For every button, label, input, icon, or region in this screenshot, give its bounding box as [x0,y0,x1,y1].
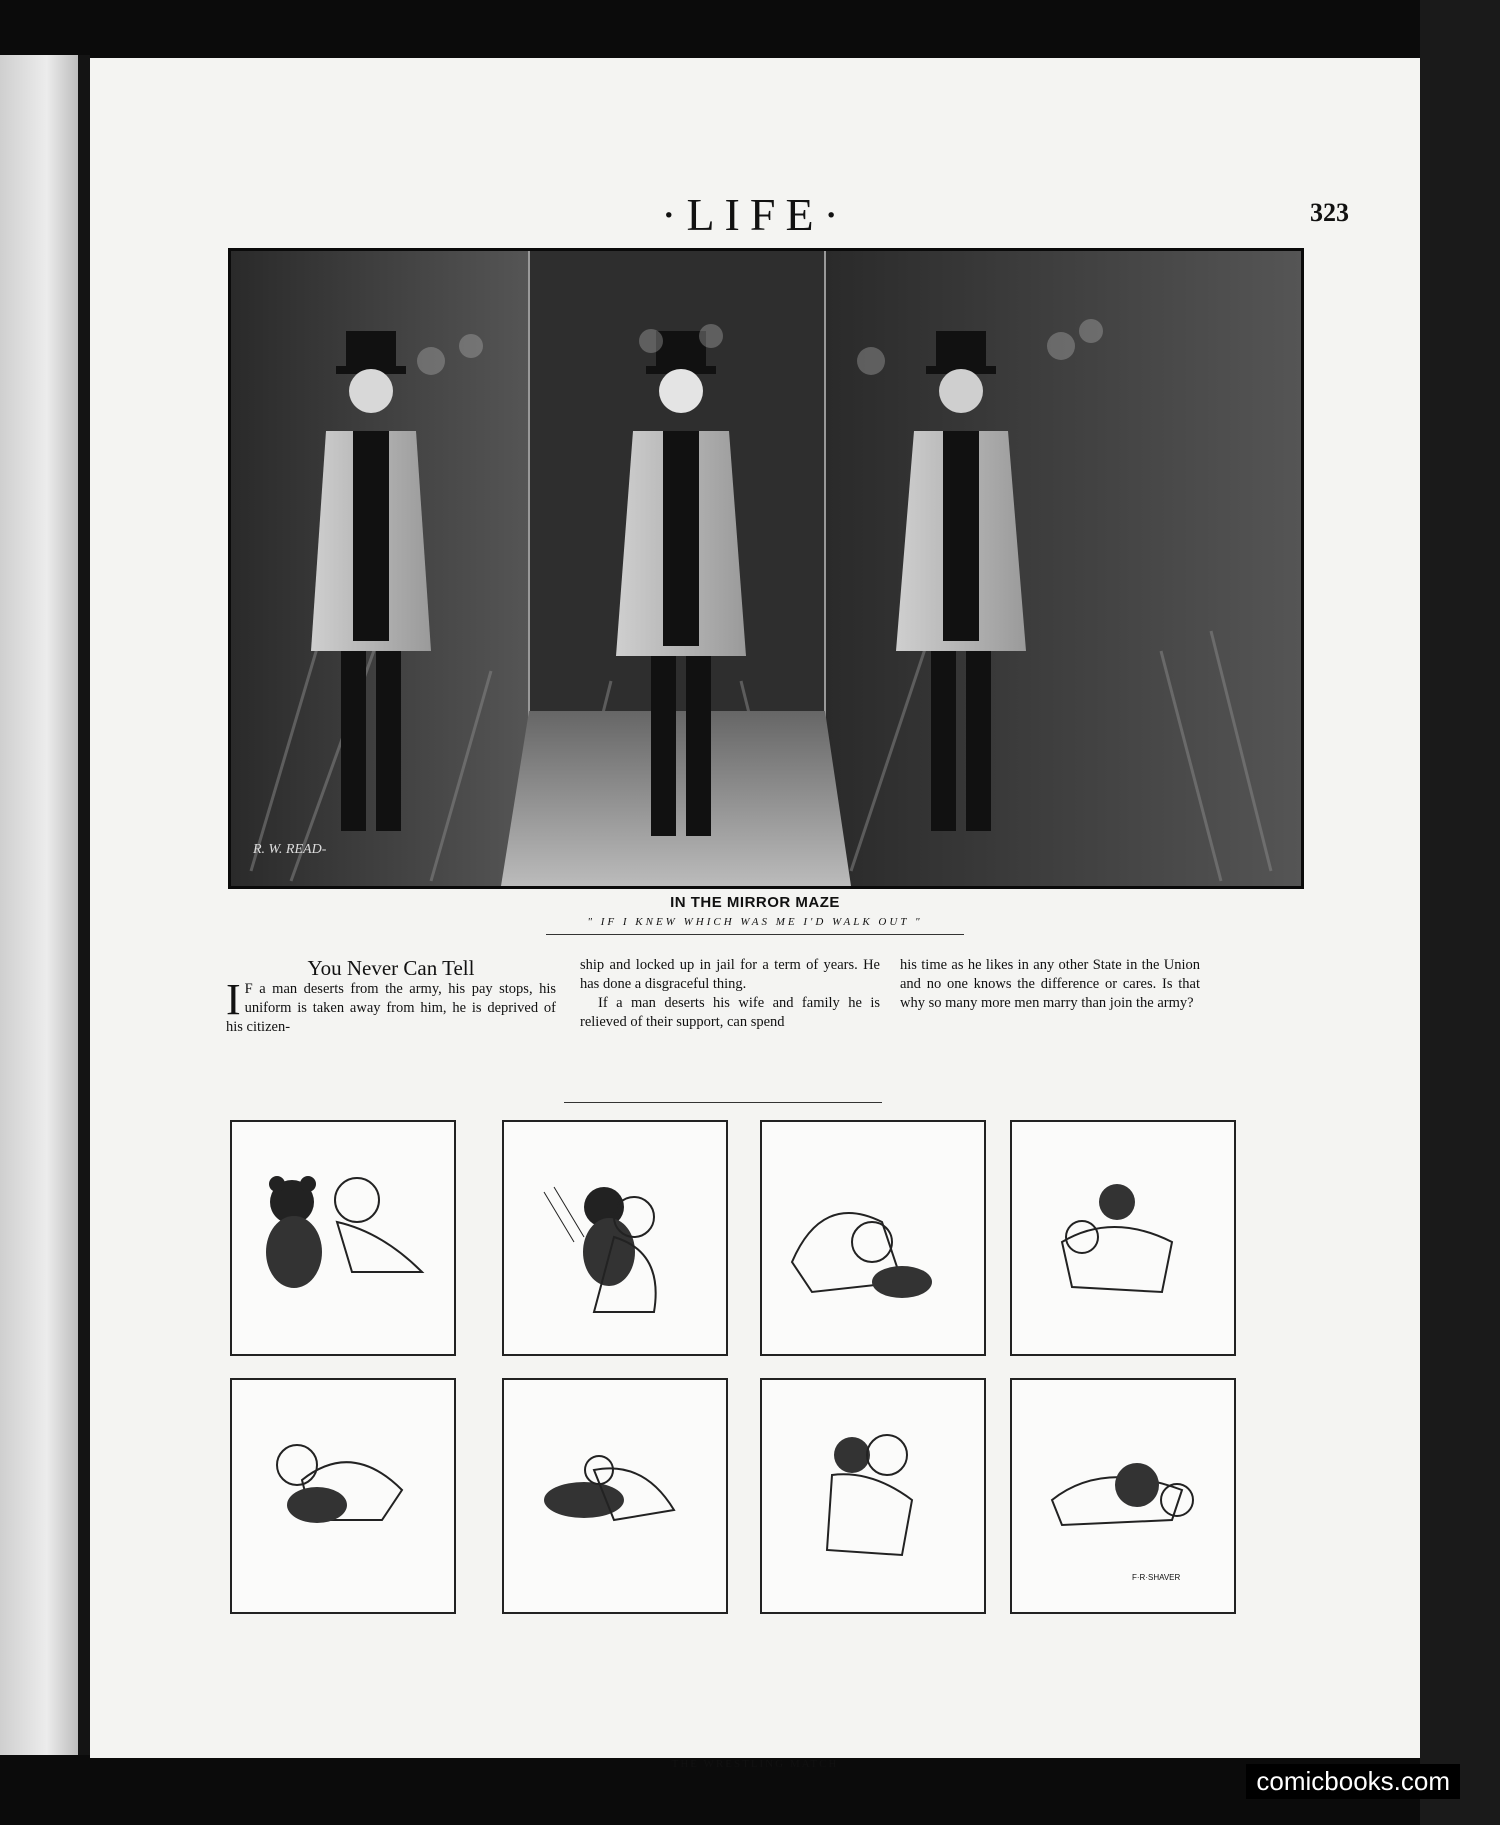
masthead: ·LIFE· [661,189,849,240]
illustration-subtitle: " IF I KNEW WHICH WAS ME I'D WALK OUT " [587,916,923,928]
article-col3-text: his time as he likes in any other State in the Union and no one knows the difference or cares. Is that why so many more men marry than join the army? [900,957,1200,1011]
bear-and-baby-drawing [504,1122,726,1354]
column-rule [564,1102,882,1103]
comic-signature: F·R·SHAVER [1132,1573,1181,1582]
left-page-edge [0,55,78,1755]
comic-panel-8 [1010,1378,1236,1614]
bear-and-baby-drawing [504,1380,726,1612]
artist-signature: R. W. READ- [253,842,327,857]
bear-and-baby-drawing [1012,1380,1234,1612]
article-column-1 [226,956,556,1037]
bear-and-baby-drawing [1012,1122,1234,1354]
article-col2-para2: If a man deserts his wife and family he is relieved of their support, can spend [580,995,880,1030]
site-watermark: comicbooks.com [1246,1764,1460,1799]
bear-and-baby-drawing [232,1380,454,1612]
mirror-maze-drawing [231,251,1301,886]
mirror-maze-illustration [228,248,1304,889]
comic-panel-2 [502,1120,728,1356]
article-col1-text: F a man deserts from the army, his pay stops, his uniform is taken away from him, he is deprived of his citizen- [226,981,556,1035]
page-gutter [78,55,90,1755]
caption-rule [546,934,964,935]
comic-panel-7 [760,1378,986,1614]
comic-panel-6 [502,1378,728,1614]
comic-caption: THE WRESTLING MATCH [671,1758,839,1770]
article-column-2 [580,956,880,1032]
bear-and-baby-drawing [762,1122,984,1354]
comic-panel-5 [230,1378,456,1614]
magazine-page [90,58,1420,1770]
comic-panel-1 [230,1120,456,1356]
illustration-title: IN THE MIRROR MAZE [670,894,840,911]
page-number: 323 [1310,198,1349,227]
scan-background [1420,0,1500,1825]
drop-cap: I [226,975,241,1024]
article-title: You Never Can Tell [307,956,475,980]
comic-panel-3 [760,1120,986,1356]
article-col2-para1: ship and locked up in jail for a term of years. He has done a disgraceful thing. [580,957,880,992]
article-column-3 [900,956,1200,1013]
comic-panel-4 [1010,1120,1236,1356]
bear-and-baby-drawing [762,1380,984,1612]
bear-and-baby-drawing [232,1122,454,1354]
